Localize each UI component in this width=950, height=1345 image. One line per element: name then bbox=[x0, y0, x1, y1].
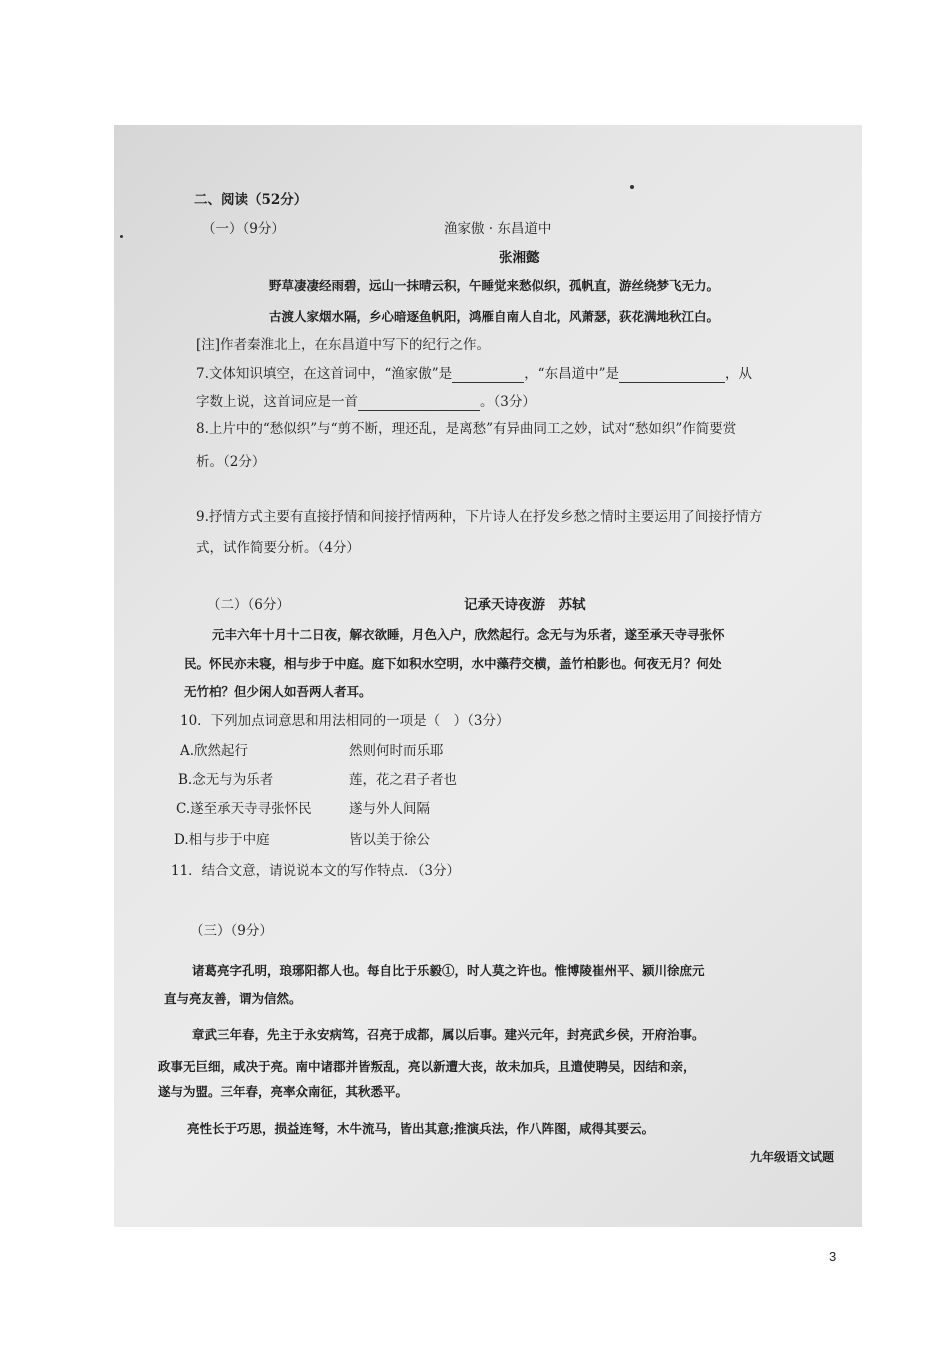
option-d-left: D.相与步于中庭 bbox=[174, 832, 270, 848]
option-a-left: A.欣然起行 bbox=[180, 743, 249, 759]
part2-text-2: 民。怀民亦未寝，相与步于中庭。庭下如积水空明，水中藻荇交横，盖竹柏影也。何夜无月？何处 bbox=[184, 656, 722, 671]
question-11: 11．结合文意，请说说本文的写作特点．（3分） bbox=[171, 863, 461, 879]
answer-blank[interactable] bbox=[358, 410, 480, 411]
section-title: 二、阅读（52分） bbox=[194, 192, 308, 208]
question-9-line-2: 式，试作简要分析。（4分） bbox=[196, 540, 360, 556]
answer-blank[interactable] bbox=[619, 382, 725, 383]
option-d-right: 皆以美于徐公 bbox=[349, 832, 430, 848]
question-10: 10．下列加点词意思和用法相同的一项是（ ）（3分） bbox=[180, 713, 510, 729]
option-b-right: 莲，花之君子者也 bbox=[349, 772, 457, 788]
question-8-line-2: 析。（2分） bbox=[196, 454, 266, 470]
part3-text-2b: 政事无巨细，咸决于亮。南中诸郡并皆叛乱，亮以新遭大丧，故未加兵，且遣使聘吴，因结和亲， bbox=[158, 1059, 696, 1074]
scanned-page-photo bbox=[114, 125, 862, 1227]
part3-text-3: 亮性长于巧思，损益连弩，木牛流马，皆出其意;推演兵法，作八阵图，咸得其要云。 bbox=[187, 1121, 655, 1136]
part3-label: （三）（9分） bbox=[190, 923, 273, 939]
part3-text-2c: 遂与为盟。三年春，亮率众南征，其秋悉平。 bbox=[158, 1084, 409, 1099]
speck bbox=[630, 185, 634, 189]
part3-text-2a: 章武三年春，先主于永安病笃，召亮于成都，属以后事。建兴元年，封亮武乡侯，开府治事。 bbox=[192, 1027, 705, 1042]
option-c-right: 遂与外人间隔 bbox=[349, 801, 430, 817]
option-b-left: B.念无与为乐者 bbox=[178, 772, 274, 788]
part2-label: （二）（6分） bbox=[207, 597, 290, 613]
question-9-line-1: 9.抒情方式主要有直接抒情和间接抒情两种，下片诗人在抒发乡愁之情时主要运用了间接抒情方 bbox=[196, 509, 763, 525]
poem-line-2: 古渡人家烟水隔，乡心暗逐鱼帆阳，鸿雁自南人自北，风萧瑟，荻花满地秋江白。 bbox=[269, 309, 720, 324]
page-number: 3 bbox=[829, 1249, 837, 1264]
answer-blank[interactable] bbox=[452, 382, 524, 383]
part2-text-1: 元丰六年十月十二日夜，解衣欲睡，月色入户，欣然起行。念无与为乐者，遂至承天寺寻张怀 bbox=[212, 627, 725, 642]
part3-text-1b: 直与亮友善，谓为信然。 bbox=[164, 991, 302, 1006]
part3-text-1a: 诸葛亮字孔明，琅琊阳都人也。每自比于乐毅①，时人莫之许也。惟博陵崔州平、颍川徐庶元 bbox=[192, 963, 705, 978]
part1-label: （一）（9分） bbox=[202, 221, 285, 237]
poem-title: 渔家傲 · 东昌道中 bbox=[444, 221, 552, 237]
question-7-line-1: 7.文体知识填空，在这首词中，“渔家傲”是 ，“东昌道中”是 ，从 bbox=[196, 366, 752, 382]
footer-label: 九年级语文试题 bbox=[750, 1150, 835, 1164]
option-a-right: 然则何时而乐耶 bbox=[349, 743, 444, 759]
part2-title: 记承天诗夜游 苏轼 bbox=[464, 597, 586, 613]
part2-text-3: 无竹柏？但少闲人如吾两人者耳。 bbox=[184, 684, 372, 699]
question-8-line-1: 8.上片中的“愁似织”与“剪不断，理还乱，是离愁”有异曲同工之妙，试对“愁如织”作简要赏 bbox=[196, 421, 737, 437]
option-c-left: C.遂至承天寺寻张怀民 bbox=[176, 801, 312, 817]
poem-line-1: 野草凄凄经雨碧，远山一抹晴云积，午睡觉来愁似织，孤帆直，游丝绕梦飞无力。 bbox=[269, 278, 720, 293]
poem-note: [注]作者秦淮北上，在东昌道中写下的纪行之作。 bbox=[196, 337, 491, 353]
speck bbox=[120, 235, 123, 238]
poem-author: 张湘懿 bbox=[499, 250, 540, 266]
question-7-line-2: 字数上说，这首词应是一首 。（3分） bbox=[196, 394, 536, 410]
